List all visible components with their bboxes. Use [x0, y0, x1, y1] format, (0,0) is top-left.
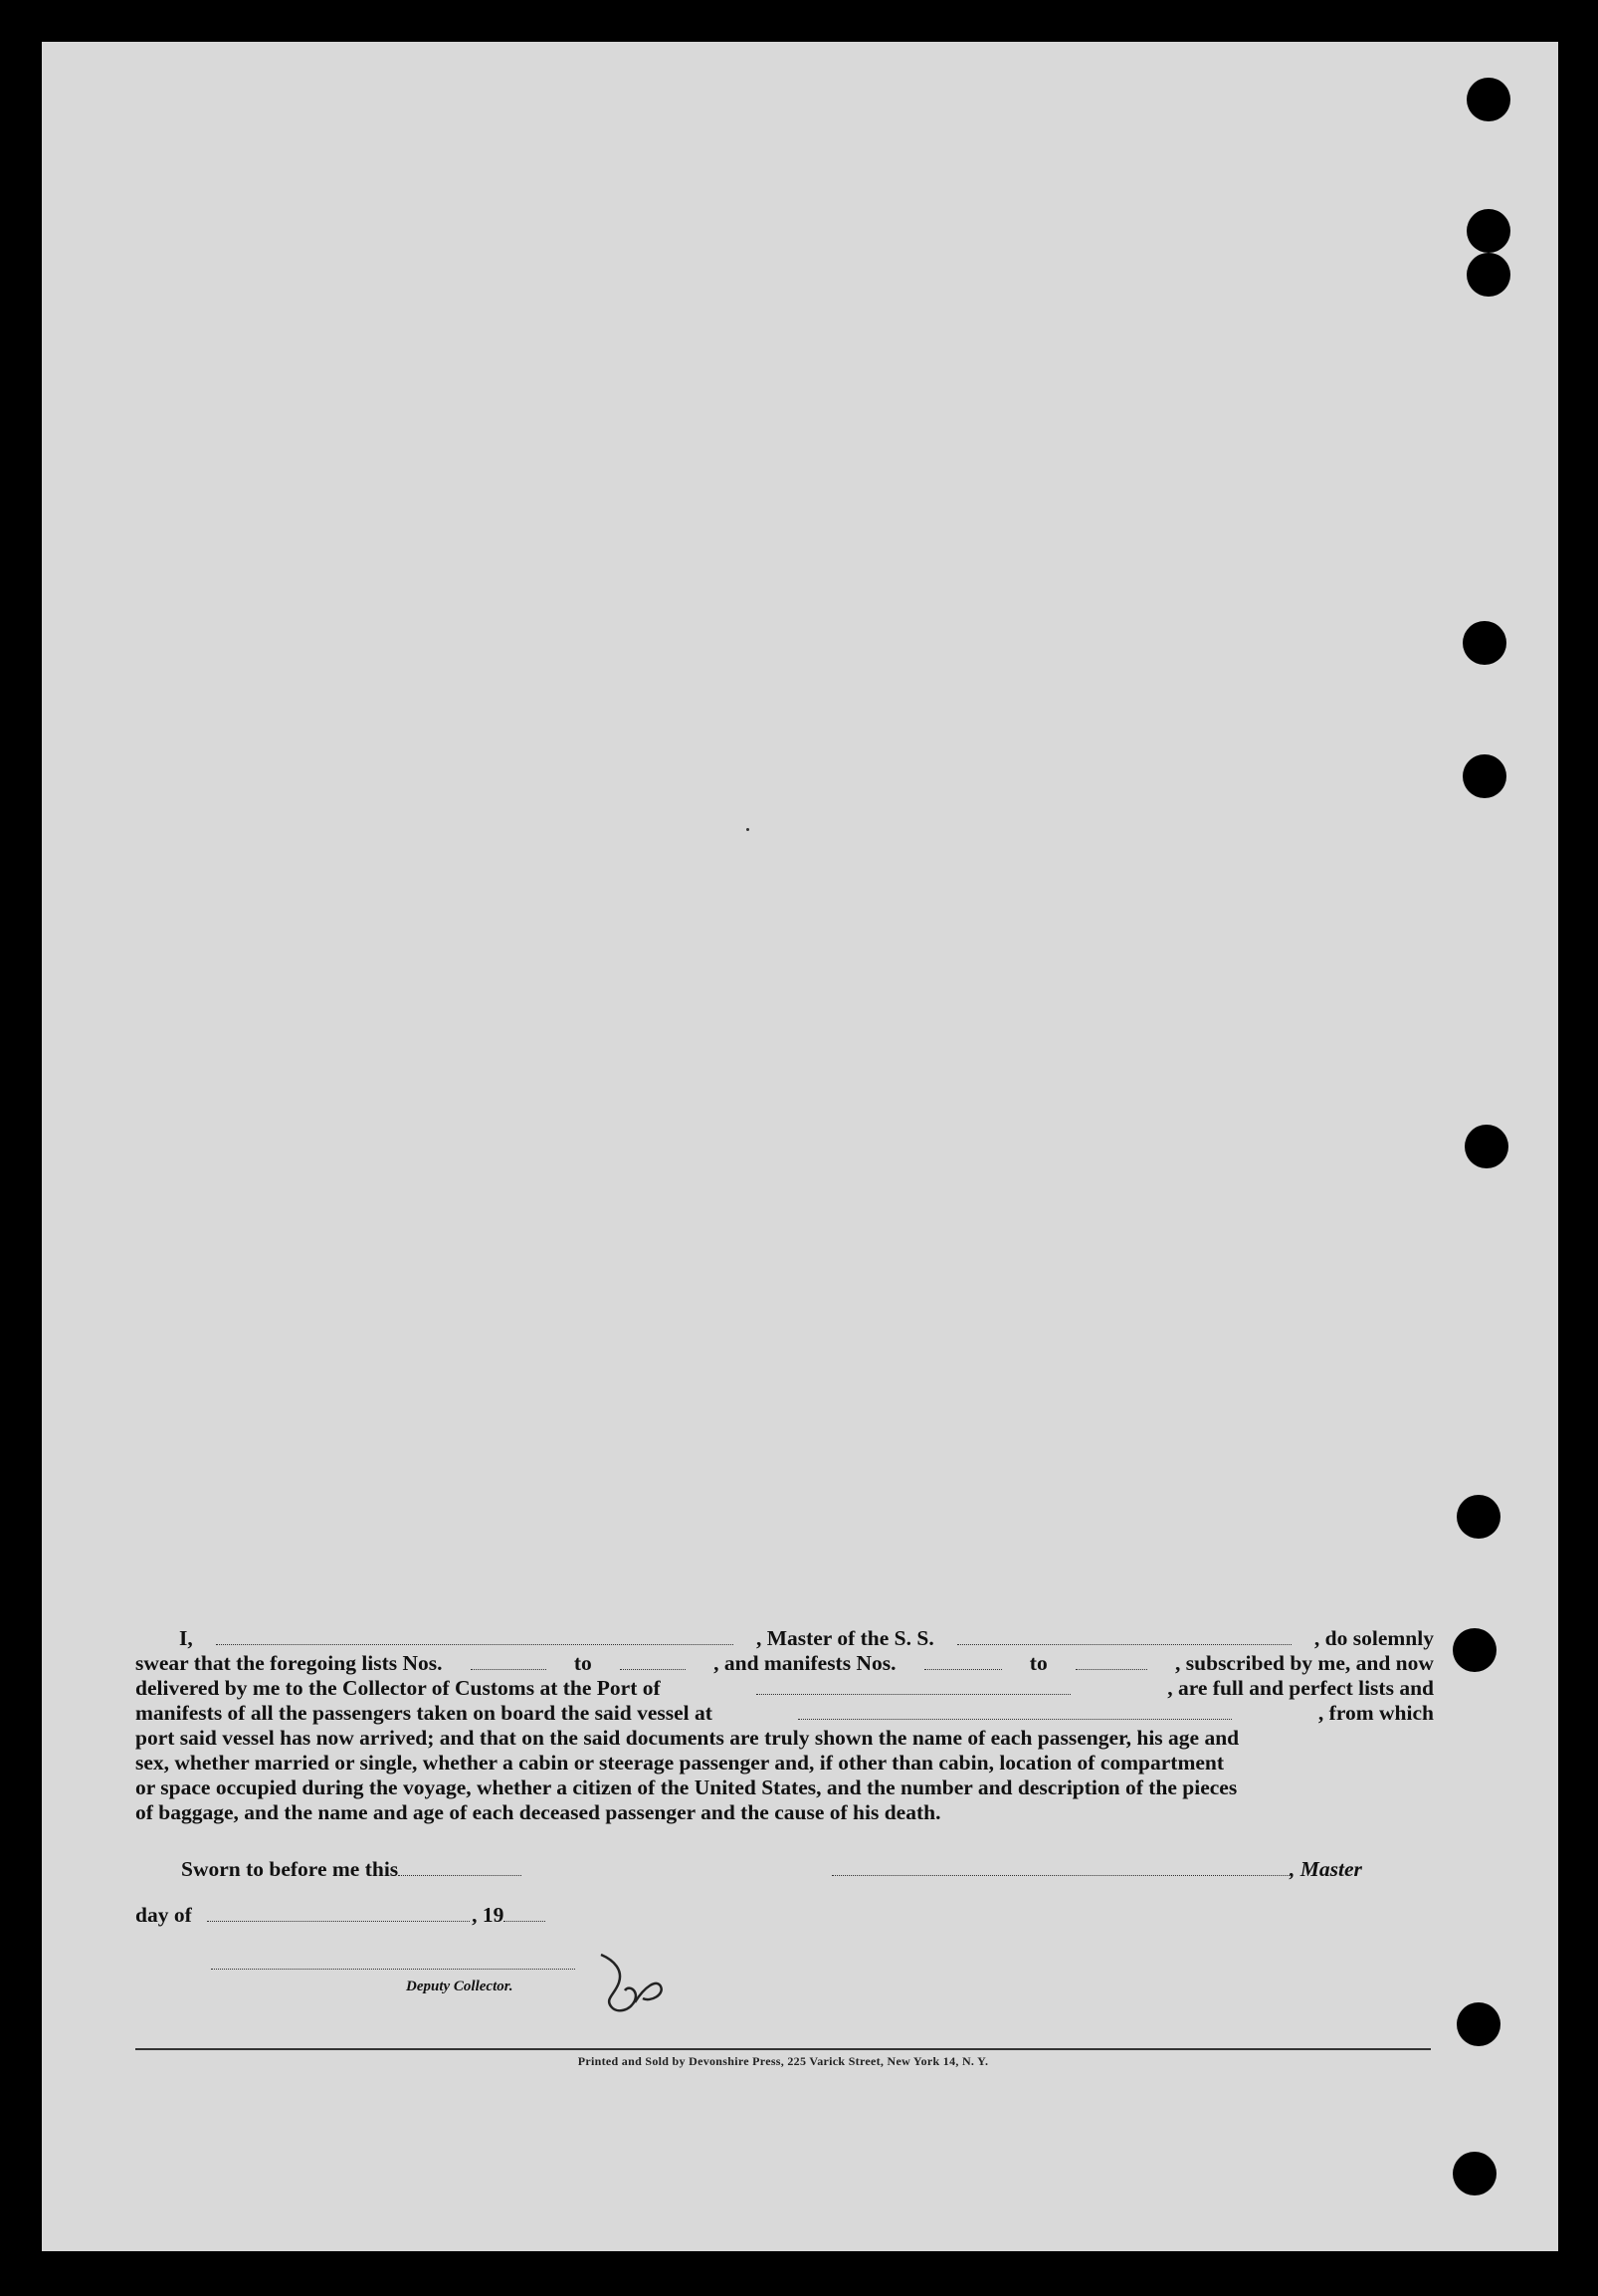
month-field[interactable]: [207, 1903, 470, 1922]
day-of-label: day of: [135, 1903, 192, 1927]
punch-hole: [1467, 253, 1510, 297]
oath-line-6-text: sex, whether married or single, whether a cabin or steerage passenger and, if other than cabin, location of compartment: [135, 1751, 1225, 1774]
punch-hole: [1467, 78, 1510, 121]
master-name-field[interactable]: [216, 1626, 733, 1645]
speck: [746, 828, 749, 831]
vessel-name-field[interactable]: [957, 1626, 1292, 1645]
oath-line-5-text: port said vessel has now arrived; and that on the said documents are truly shown the name of each passenger, his age and: [135, 1726, 1240, 1750]
oath-swear: swear that the foregoing lists Nos.: [135, 1651, 443, 1675]
punch-hole: [1467, 209, 1510, 253]
oath-line-5: [135, 1726, 1434, 1751]
punch-hole: [1453, 1628, 1497, 1672]
oath-line-8: [135, 1800, 1434, 1825]
port-field[interactable]: [756, 1676, 1071, 1695]
punch-hole: [1463, 621, 1506, 665]
master-signature-field[interactable]: [832, 1857, 1290, 1876]
year-prefix: , 19: [472, 1903, 504, 1927]
oath-line-3: [135, 1676, 1434, 1701]
oath-line-1: [135, 1626, 1434, 1651]
oath-do-solemnly: , do solemnly: [1313, 1626, 1434, 1650]
oath-line-2: [135, 1651, 1434, 1676]
deputy-line-row: [211, 1951, 575, 1976]
oath-line-7: [135, 1775, 1434, 1800]
oath-i-label: I,: [179, 1626, 193, 1650]
list-from-field[interactable]: [471, 1651, 546, 1670]
oath-paragraph: [135, 1626, 1434, 1825]
master-signature-row: [832, 1857, 1362, 1882]
deputy-collector-label: Deputy Collector.: [406, 1979, 513, 1994]
punch-hole: [1465, 1125, 1508, 1168]
oath-and-manifests: , and manifests Nos.: [713, 1651, 897, 1675]
sworn-label: Sworn to before me this: [181, 1857, 399, 1881]
oath-line-6: [135, 1751, 1434, 1775]
printer-imprint: Printed and Sold by Devonshire Press, 225 Varick Street, New York 14, N. Y.: [577, 2054, 989, 2068]
oath-subscribed: , subscribed by me, and now: [1175, 1651, 1434, 1675]
oath-to-1: to: [573, 1651, 592, 1675]
manifest-from-field[interactable]: [924, 1651, 1002, 1670]
footer-rule: [135, 2048, 1431, 2050]
oath-manifests-of: manifests of all the passengers taken on board the said vessel at: [135, 1701, 712, 1725]
manifest-to-field[interactable]: [1076, 1651, 1147, 1670]
sworn-day-field[interactable]: [398, 1857, 521, 1876]
punch-hole: [1457, 2002, 1500, 2046]
oath-full-perfect: , are full and perfect lists and: [1167, 1676, 1434, 1700]
handwritten-initials-mark: [595, 1951, 685, 2020]
punch-hole: [1457, 1495, 1500, 1539]
oath-master-of-ss: , Master of the S. S.: [755, 1626, 934, 1650]
sworn-row: [181, 1857, 521, 1882]
list-to-field[interactable]: [620, 1651, 686, 1670]
oath-line-8-text: of baggage, and the name and age of each deceased passenger and the cause of his death.: [135, 1800, 941, 1824]
embark-port-field[interactable]: [798, 1701, 1232, 1720]
oath-line-7-text: or space occupied during the voyage, whether a citizen of the United States, and the number and description of the pieces: [135, 1775, 1238, 1799]
oath-delivered: delivered by me to the Collector of Customs at the Port of: [135, 1676, 661, 1700]
master-label: , Master: [1290, 1857, 1362, 1881]
oath-line-4: [135, 1701, 1434, 1726]
punch-hole: [1453, 2152, 1497, 2195]
deputy-signature-field[interactable]: [211, 1951, 575, 1970]
day-of-row: [135, 1903, 545, 1928]
year-field[interactable]: [503, 1903, 545, 1922]
oath-to-2: to: [1029, 1651, 1048, 1675]
oath-from-which: , from which: [1317, 1701, 1434, 1725]
punch-hole: [1463, 754, 1506, 798]
